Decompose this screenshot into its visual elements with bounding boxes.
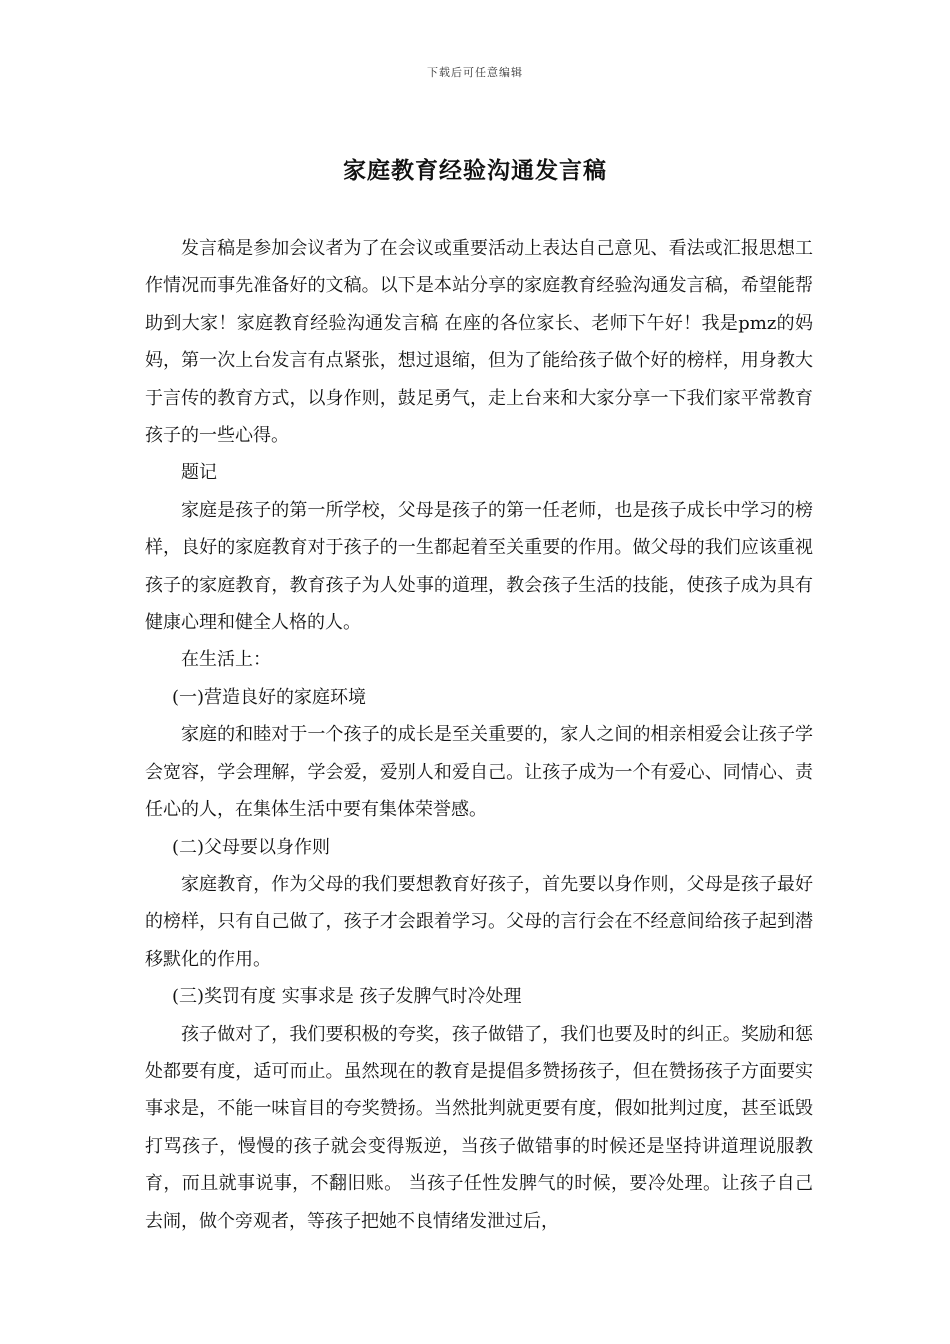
section-heading-1: (一)营造良好的家庭环境 [172,686,367,708]
paragraph-intro: 发言稿是参加会议者为了在会议或重要活动上表达自己意见、看法或汇报思想工作情况而事先准备好的文稿。以下是本站分享的家庭教育经验沟通发言稿，希望能帮助到大家！家庭教育经验沟通发言稿 在座的各位家长、老师下午好！我是pmz的妈妈，第一次上台发言有点紧张，想过退缩，但为了能给孩子做个好的榜样，用身教大于言传的教育方式，以身作则，鼓足勇气，走上台来和大家分享一下我们家平常教育孩子的一些心得。 [145,238,813,447]
document-body [145,230,813,1240]
section-heading-3: (三)奖罚有度 实事求是 孩子发脾气时冷处理 [172,986,522,1008]
paragraph-reward-punish: 孩子做对了，我们要积极的夸奖，孩子做错了，我们也要及时的纠正。奖励和惩处都要有度，适可而止。虽然现在的教育是提倡多赞扬孩子，但在赞扬孩子方面要实事求是，不能一味盲目的夸奖赞扬。当然批判就更要有度，假如批判过度，甚至诋毁打骂孩子，慢慢的孩子就会变得叛逆，当孩子做错事的时候还是坚持讲道理说服教育，而且就事说事，不翻旧账。 当孩子任性发脾气的时候，要冷处理。让孩子自己去闹，做个旁观者，等孩子把她不良情绪发泄过后， [145,1023,813,1232]
paragraph-family-harmony: 家庭的和睦对于一个孩子的成长是至关重要的，家人之间的相亲相爱会让孩子学会宽容，学会理解，学会爱，爱别人和爱自己。让孩子成为一个有爱心、同情心、责任心的人，在集体生活中要有集体荣誉感。 [145,724,813,821]
paragraph-family-school: 家庭是孩子的第一所学校，父母是孩子的第一任老师，也是孩子成长中学习的榜样，良好的家庭教育对于孩子的一生都起着至关重要的作用。做父母的我们应该重视孩子的家庭教育，教育孩子为人处事的道理，教会孩子生活的技能，使孩子成为具有健康心理和健全人格的人。 [145,499,813,634]
page-header: 下载后可任意编辑 [427,66,523,79]
section-heading-2: (二)父母要以身作则 [172,836,331,858]
document-title: 家庭教育经验沟通发言稿 [343,157,607,184]
paragraph-epigraph-label: 题记 [181,462,217,484]
paragraph-life-heading: 在生活上： [181,649,271,671]
paragraph-lead-by-example: 家庭教育，作为父母的我们要想教育好孩子，首先要以身作则，父母是孩子最好的榜样，只有自己做了，孩子才会跟着学习。父母的言行会在不经意间给孩子起到潜移默化的作用。 [145,873,813,970]
